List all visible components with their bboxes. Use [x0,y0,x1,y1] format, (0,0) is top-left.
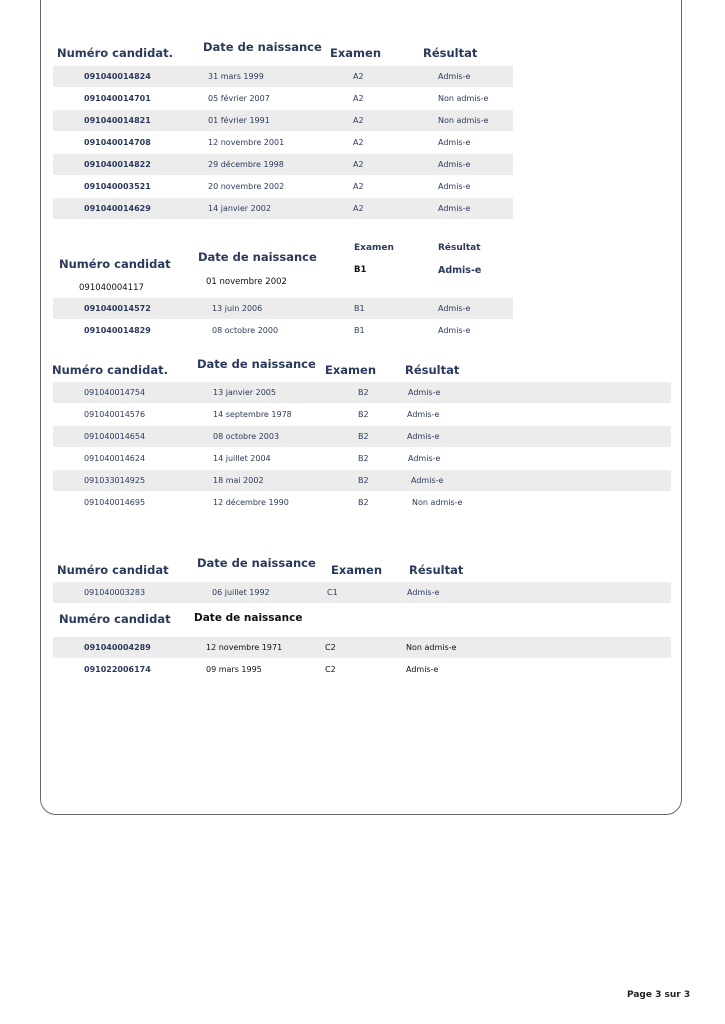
cell-resultat: Non admis-e [406,643,457,652]
cell-date: 31 mars 1999 [208,72,264,81]
cell-examen: B2 [358,476,369,485]
cell-numero: 091040014695 [84,498,146,507]
cell-resultat: Admis-e [407,588,440,597]
cell-numero: 091040003521 [84,182,151,191]
cell-numero: 091022006174 [84,665,151,674]
cell-date: 12 novembre 2001 [208,138,285,147]
cell-numero: 091040004289 [84,643,151,652]
cell-resultat: Admis-e [438,72,471,81]
cell-date: 13 juin 2006 [212,304,263,313]
cell-date: 05 février 2007 [208,94,270,103]
page-number: Page 3 sur 3 [627,990,691,1000]
cell-numero: 091040014708 [84,138,151,147]
header-date: Date de naissance [197,357,316,371]
cell-examen: A2 [353,94,364,103]
header-numero: Numéro candidat. [57,46,173,60]
header-numero: Numéro candidat [59,257,171,271]
cell-examen: B2 [358,432,369,441]
header-numero: Numéro candidat [59,612,171,626]
cell-resultat: Admis-e [407,410,440,419]
cell-examen: A2 [353,160,364,169]
cell-examen: B2 [358,388,369,397]
cell-resultat: Non admis-e [412,498,463,507]
header-resultat: Résultat [438,243,481,253]
header-numero: Numéro candidat [57,563,169,577]
cell-numero: 091040003283 [84,588,146,597]
cell-examen: A2 [353,116,364,125]
cell-examen: B1 [354,304,365,313]
cell-resultat: Admis-e [438,304,471,313]
first-row-numero: 091040004117 [79,283,144,293]
cell-numero: 091040014624 [84,454,146,463]
header-examen: Examen [331,563,383,577]
cell-date: 20 novembre 2002 [208,182,285,191]
cell-numero: 091033014925 [84,476,146,485]
cell-resultat: Admis-e [438,138,471,147]
cell-resultat: Admis-e [438,160,471,169]
cell-resultat: Non admis-e [438,94,489,103]
cell-date: 29 décembre 1998 [208,160,284,169]
cell-numero: 091040014572 [84,304,151,313]
cell-resultat: Admis-e [438,204,471,213]
header-date: Date de naissance [198,250,317,264]
cell-numero: 091040014822 [84,160,151,169]
cell-resultat: Admis-e [408,388,441,397]
first-row-date: 01 novembre 2002 [206,277,287,287]
header-resultat: Résultat [409,563,464,577]
cell-date: 12 novembre 1971 [206,643,283,652]
cell-numero: 091040014754 [84,388,146,397]
cell-examen: B2 [358,498,369,507]
cell-date: 09 mars 1995 [206,665,262,674]
header-examen: Examen [354,243,394,253]
header-examen: Examen [325,363,377,377]
cell-examen: A2 [353,72,364,81]
cell-resultat: Admis-e [438,326,471,335]
cell-numero: 091040014701 [84,94,151,103]
row-background [53,582,671,603]
cell-date: 01 février 1991 [208,116,270,125]
cell-date: 08 octobre 2000 [212,326,279,335]
cell-examen: B2 [358,454,369,463]
header-date: Date de naissance [194,612,303,624]
cell-examen: C2 [325,665,336,674]
cell-resultat: Admis-e [407,432,440,441]
cell-examen: A2 [353,138,364,147]
cell-numero: 091040014576 [84,410,146,419]
cell-examen: C2 [325,643,336,652]
header-examen: Examen [330,46,382,60]
cell-date: 18 mai 2002 [213,476,264,485]
first-row-examen: B1 [354,265,367,275]
cell-examen: A2 [353,182,364,191]
header-resultat: Résultat [423,46,478,60]
cell-resultat: Admis-e [411,476,444,485]
cell-resultat: Admis-e [408,454,441,463]
cell-resultat: Admis-e [406,665,439,674]
cell-date: 06 juillet 1992 [212,588,270,597]
cell-numero: 091040014829 [84,326,151,335]
cell-resultat: Admis-e [438,182,471,191]
cell-date: 14 janvier 2002 [208,204,271,213]
cell-resultat: Non admis-e [438,116,489,125]
cell-numero: 091040014824 [84,72,151,81]
first-row-resultat: Admis-e [438,265,482,276]
header-date: Date de naissance [203,40,322,54]
header-numero: Numéro candidat. [52,363,168,377]
header-date: Date de naissance [197,556,316,570]
cell-date: 13 janvier 2005 [213,388,276,397]
cell-date: 12 décembre 1990 [213,498,289,507]
cell-date: 14 juillet 2004 [213,454,271,463]
cell-numero: 091040014654 [84,432,146,441]
cell-examen: A2 [353,204,364,213]
cell-examen: B2 [358,410,369,419]
cell-examen: B1 [354,326,365,335]
cell-examen: C1 [327,588,338,597]
header-resultat: Résultat [405,363,460,377]
cell-date: 08 octobre 2003 [213,432,280,441]
cell-date: 14 septembre 1978 [213,410,292,419]
cell-numero: 091040014821 [84,116,151,125]
cell-numero: 091040014629 [84,204,151,213]
